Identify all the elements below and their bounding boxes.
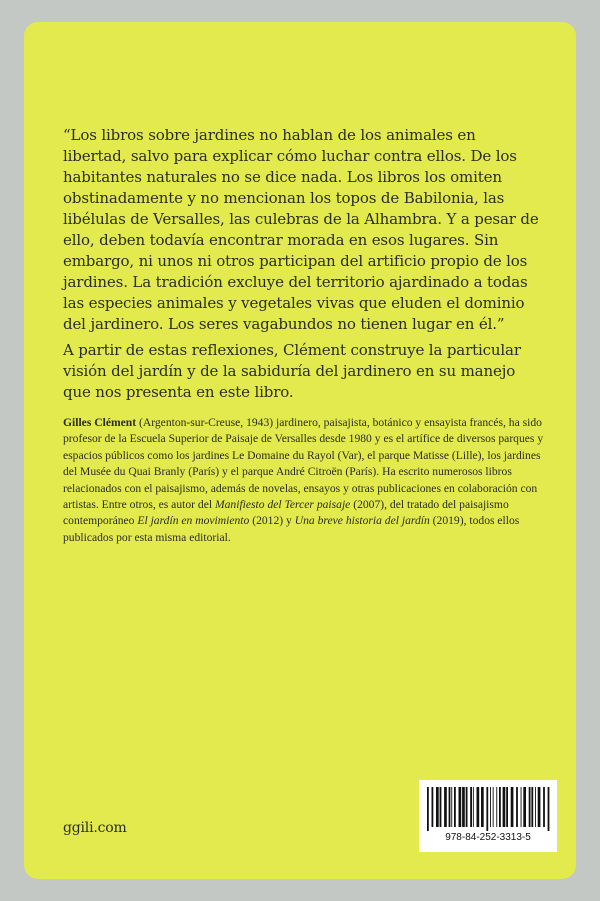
barcode-bar (499, 787, 501, 827)
barcode-bar (538, 787, 541, 827)
barcode-bar (529, 787, 531, 827)
barcode-bar (486, 787, 488, 831)
author-name: Gilles Clément (63, 416, 137, 429)
publisher-website: ggili.com (63, 820, 127, 836)
barcode-bar (449, 787, 451, 827)
barcode-bar (477, 787, 480, 827)
cover-summary: A partir de estas reflexiones, Clément construye la particular visión del jardín y de la sabiduría del jardinero en su manejo que nos presenta en este libro. (63, 341, 521, 401)
barcode-bar (473, 787, 474, 827)
barcode-bar (454, 787, 456, 827)
barcode-icon (425, 787, 551, 831)
barcode-bar (543, 787, 545, 827)
barcode-bar (444, 787, 447, 827)
barcode-bar (506, 787, 508, 827)
barcode-bar (470, 787, 472, 827)
cover-quote: “Los libros sobre jardines no hablan de los animales en libertad, salvo para explicar cómo luchar contra ellos. De los habitantes naturales no se dice nada. Los libros los omiten obstinadamente y no mencionan los topos de Babilonia, las libélulas de Versalles, las culebras de la Alhambra. Y a pesar de ello, deben todavía encontrar morada en esos lugares. Sin embargo, ni unos ni otros participan del artificio propio de los jardines. La tradición excluye del territorio ajardinado a todas las especies animales y vegetales vivas que eluden el dominio del jardinero. Los seres vagabundos no tienen lugar en él.” (63, 126, 539, 333)
bio-text-2: (2007), del tratado del paisajismo contemporáneo (63, 498, 509, 528)
barcode-bar (535, 787, 536, 827)
barcode-bar (511, 787, 514, 827)
barcode-bar (466, 787, 468, 827)
barcode-bar (459, 787, 462, 827)
book-back-cover (24, 22, 576, 879)
bio-text-1: (Argenton-sur-Creuse, 1943) jardinero, paisajista, botánico y ensayista francés, ha sido profesor de la Escuela Superior de Paisaje de Versalles desde 1980 y es el artífice de diversos parques y espacios públicos como los jardines Le Domaine du Rayol (Var), el parque Matisse (Lille), los jardines del Musée du Quai Branly (París) y el parque André Citroën (París). Ha escrito numerosos libros relacionados con el paisajismo, además de novelas, ensayos y otras publicaciones en colaboración con artistas. Entre otros, es autor del (63, 416, 544, 512)
barcode-bar (490, 787, 491, 827)
book-title-3: Una breve historia del jardín (294, 514, 430, 528)
isbn-barcode (419, 780, 557, 852)
barcode-bar (503, 787, 506, 827)
barcode-bar (481, 787, 484, 827)
book-title-2: El jardín en movimiento (137, 514, 250, 528)
barcode-bar (436, 787, 439, 827)
bio-text-3: (2012) y (249, 514, 295, 528)
barcode-bar (516, 787, 518, 827)
barcode-bar (496, 787, 497, 827)
isbn-number: 978-84-252-3313-5 (445, 832, 531, 843)
barcode-bar (521, 787, 522, 827)
barcode-bar (462, 787, 465, 827)
barcode-bar (427, 787, 429, 831)
book-title-1: Manifiesto del Tercer paisaje (214, 498, 351, 512)
bio-text-4: (2019), todos ellos publicados por esta misma editorial. (63, 514, 520, 544)
barcode-bar (440, 787, 442, 827)
barcode-bar (523, 787, 526, 827)
author-bio (63, 415, 547, 546)
barcode-bar (451, 787, 452, 827)
barcode-bar (548, 787, 550, 831)
barcode-bar (531, 787, 533, 827)
barcode-bar (493, 787, 494, 827)
barcode-bar (432, 787, 434, 827)
